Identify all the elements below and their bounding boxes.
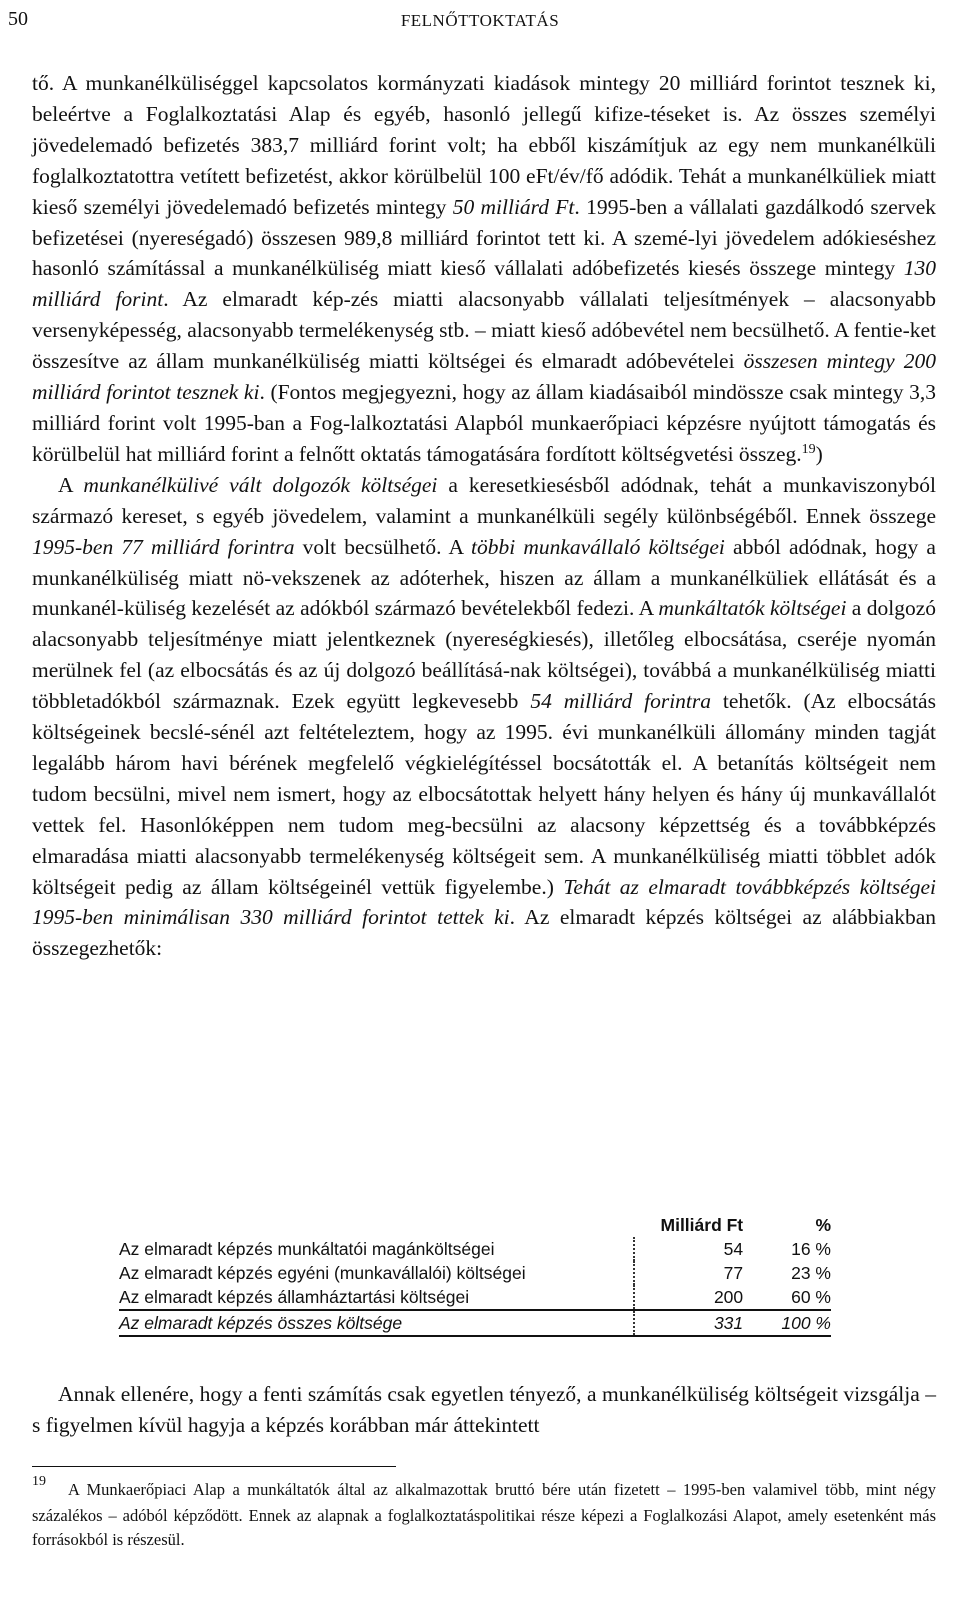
main-text [32,68,936,964]
page-header [0,6,960,36]
table-row: Az elmaradt képzés egyéni (munkavállalói) költségei 77 23 % [119,1263,831,1283]
paragraph-3: Annak ellenére, hogy a fenti számítás csak egyetlen tényező, a munkanélküliség költségeit vizsgálja – s figyelmen kívül hagyja a képzés korábban már áttekintett [32,1382,936,1437]
paragraph-1: tő. A munkanélküliséggel kapcsolatos kormányzati kiadások mintegy 20 milliárd forintot tesznek ki, beleértve a Foglalkoztatási Alap és egyéb, hasonló jellegű kifize-téseket is. Az összes személyi jövedelemadó befizetés 383,7 milliárd forint volt; ha ebből kiszámítjuk az egy nem munkanélküli foglalkoztatottra vetített befizetést, akkor körülbelül 100 eFt/év/fő adódik. Tehát a munkanélküliek miatt kieső személyi jövedelemadó befizetés mintegy 50 milliárd Ft. 1995-ben a vállalati gazdálkodó szervek befizetései (nyereségadó) összesen 989,8 milliárd forintot tett ki. A szemé-lyi jövedelem adókieséshez hasonló számítással a munkanélküliség miatt kieső vállalati adóbefizetés kiesés összege mintegy 130 milliárd forint. Az elmaradt kép-zés miatti alacsonyabb vállalati teljesítmények – alacsonyabb versenyképesség, alacsonyabb termelékenység stb. – miatt kieső adóbevétel nem becsülhető. A fentie-ket összesítve az állam munkanélküliség miatti költségei és elmaradt adóbevételei összesen mintegy 200 milliárd forintot tesznek ki. (Fontos megjegyezni, hogy az állam kiadásaiból mindössze csak mintegy 3,3 milliárd forint volt 1995-ban a Fog-lalkoztatási Alapból munkaerőpiaci képzésre nyújtott támogatás és körülbelül hat milliárd forint a felnőtt oktatás támogatására fordított költségvetési összeg.$^{19}$) [32,71,936,466]
continuation-text [32,1379,936,1441]
table-row: Az elmaradt képzés munkáltatói magánköltségei 54 16 % [119,1239,831,1259]
footnote-divider [32,1466,396,1467]
paragraph-2: A munkanélkülivé vált dolgozók költségei a keresetkiesésből adódnak, tehát a munkaviszonyból származó kereset, s egyéb jövedelem, valamint a munkanélküli segély különbségéből. Ennek összege 1995-ben 77 milliárd forintra volt becsülhető. A többi munkavállaló költségei abból adódnak, hogy a munkanélküliség miatt nö-vekszenek az adóterhek, hiszen az állam a munkanélküliek ellátását és a munkanél-küliség kezelését az adókból származó bevételekből fedezi. A munkáltatók költségei a dolgozó alacsonyabb teljesítménye miatt jelentkeznek (nyereségkiesés), illetőleg elbocsátása, cseréje nyomán merülnek fel (az elbocsátás és az új dolgozó beállításá-nak költségei), továbbá a munkanélküliség miatti többletadókból származnak. Ezek együtt legkevesebb 54 milliárd forintra tehetők. (Az elbocsátás költségeinek becslé-sénél azt feltételeztem, hogy az 1995. évi munkanélküli állomány minden tagját legalább három havi bérének megfelelő végkielégítéssel bocsátották el. A betanítás költségeit nem tudom becsülni, mivel nem ismert, hogy az elbocsátottak helyett hány helyen és hány új munkavállalót vettek fel. Hasonlóképpen nem tudom meg-becsülni az alacsony képzettség és a továbbképzés elmaradása miatti alacsonyabb termelékenység költségeit sem. A munkanélküliség miatti többlet adók költségeit pedig az állam költségeinél vettük figyelembe.) Tehát az elmaradt továbbképzés költségei 1995-ben minimálisan 330 milliárd forintot tettek ki. Az elmaradt képzés költségei az alábbiakban összegezhetők: [32,472,937,961]
footnote-ref[interactable]: 19 [801,441,816,457]
header-milliard-ft: Milliárd Ft [660,1215,744,1235]
header-percent: % [815,1215,831,1235]
cost-table [119,1213,831,1337]
table-total-row: Az elmaradt képzés összes költsége 331 100 % [119,1310,831,1336]
footnote-number: 19 [32,1474,46,1489]
page-number: 50 [8,8,28,30]
table-row: Az elmaradt képzés államháztartási költségei 200 60 % [119,1285,831,1310]
footnote-19 [32,1474,936,1552]
footnote-text: A Munkaerőpiaci Alap a munkáltatók által az alkalmazottak bruttó bére után fizetett – 1995-ben valamivel több, mint négy százalékos – adóból képződött. Ennek az alapnak a foglalkoztatáspolitikai része képezi a Foglalkozási Alapot, amely esetenként más forrásokból is részesül. [32,1480,936,1549]
running-title: FELNŐTTOKTATÁS [400,11,560,30]
table-header-row [119,1213,831,1237]
